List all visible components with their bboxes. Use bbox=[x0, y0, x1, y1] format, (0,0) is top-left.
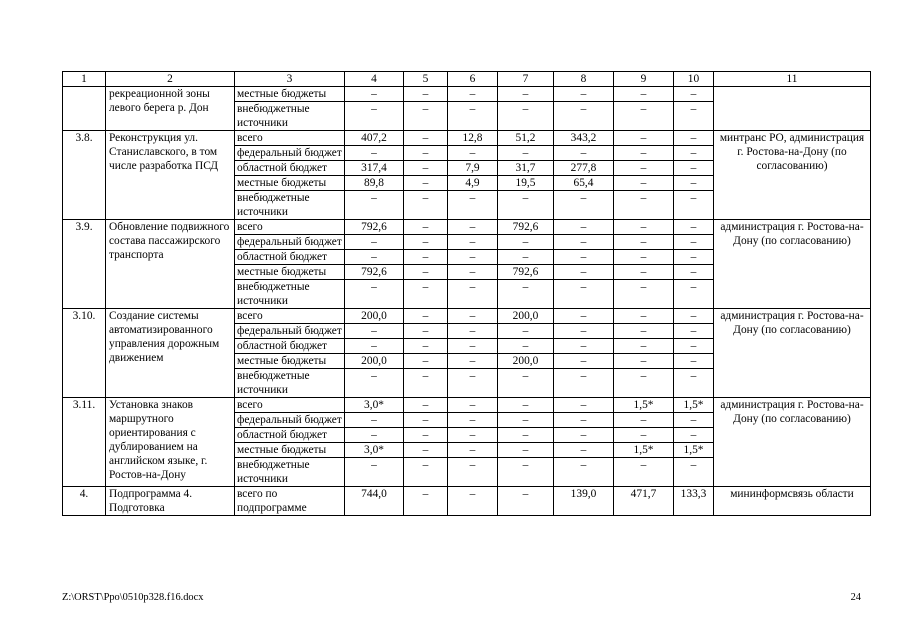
value-cell: – bbox=[614, 146, 674, 161]
value-cell: 407,2 bbox=[345, 131, 404, 146]
value-cell: – bbox=[404, 354, 448, 369]
header-cell: 1 bbox=[63, 72, 106, 87]
value-cell: – bbox=[404, 250, 448, 265]
value-cell: 1,5* bbox=[614, 398, 674, 413]
value-cell: – bbox=[404, 443, 448, 458]
value-cell: – bbox=[674, 324, 714, 339]
header-cell: 5 bbox=[404, 72, 448, 87]
funding-source: внебюджетные источники bbox=[235, 280, 345, 309]
value-cell: – bbox=[345, 87, 404, 102]
value-cell: – bbox=[554, 443, 614, 458]
header-cell: 4 bbox=[345, 72, 404, 87]
value-cell: 200,0 bbox=[498, 309, 554, 324]
value-cell: – bbox=[345, 280, 404, 309]
value-cell: – bbox=[448, 413, 498, 428]
value-cell: – bbox=[674, 339, 714, 354]
value-cell: – bbox=[554, 354, 614, 369]
value-cell: – bbox=[554, 428, 614, 443]
responsible-party: минтранс РО, администрация г. Ростова-на-Дону (по согласованию) bbox=[714, 131, 871, 220]
header-cell: 8 bbox=[554, 72, 614, 87]
funding-source: всего bbox=[235, 131, 345, 146]
header-row bbox=[63, 72, 871, 87]
funding-source: местные бюджеты bbox=[235, 176, 345, 191]
value-cell: – bbox=[554, 146, 614, 161]
value-cell: 277,8 bbox=[554, 161, 614, 176]
value-cell: – bbox=[448, 443, 498, 458]
funding-source: местные бюджеты bbox=[235, 265, 345, 280]
value-cell: – bbox=[448, 280, 498, 309]
responsible-party bbox=[714, 87, 871, 131]
value-cell: – bbox=[404, 398, 448, 413]
funding-source: областной бюджет bbox=[235, 250, 345, 265]
value-cell: – bbox=[448, 369, 498, 398]
value-cell: – bbox=[554, 458, 614, 487]
item-number bbox=[63, 87, 106, 131]
value-cell: – bbox=[448, 220, 498, 235]
value-cell: – bbox=[448, 146, 498, 161]
value-cell: – bbox=[614, 413, 674, 428]
value-cell: – bbox=[404, 176, 448, 191]
value-cell: – bbox=[614, 161, 674, 176]
footer-file-path: Z:\ORST\Ppo\0510p328.f16.docx bbox=[62, 592, 204, 603]
value-cell: – bbox=[554, 339, 614, 354]
value-cell: – bbox=[614, 131, 674, 146]
item-number: 3.11. bbox=[63, 398, 106, 487]
value-cell: – bbox=[554, 191, 614, 220]
value-cell: – bbox=[404, 87, 448, 102]
page-number: 24 bbox=[850, 592, 861, 603]
header-cell: 9 bbox=[614, 72, 674, 87]
funding-source: внебюджетные источники bbox=[235, 191, 345, 220]
funding-source: внебюджетные источники bbox=[235, 102, 345, 131]
value-cell: – bbox=[554, 102, 614, 131]
header-cell: 3 bbox=[235, 72, 345, 87]
value-cell: – bbox=[554, 280, 614, 309]
value-cell: – bbox=[554, 87, 614, 102]
value-cell: – bbox=[448, 324, 498, 339]
funding-source: всего bbox=[235, 309, 345, 324]
value-cell: – bbox=[448, 354, 498, 369]
value-cell: – bbox=[674, 87, 714, 102]
item-title: Обновление подвижного состава пассажирского транспорта bbox=[106, 220, 235, 309]
table-row bbox=[63, 220, 871, 235]
value-cell: – bbox=[498, 487, 554, 516]
value-cell: – bbox=[674, 354, 714, 369]
value-cell: – bbox=[614, 235, 674, 250]
value-cell: – bbox=[674, 176, 714, 191]
funding-source: федеральный бюджет bbox=[235, 324, 345, 339]
funding-source: федеральный бюджет bbox=[235, 413, 345, 428]
header-cell: 7 bbox=[498, 72, 554, 87]
value-cell: – bbox=[554, 413, 614, 428]
value-cell: – bbox=[614, 220, 674, 235]
value-cell: – bbox=[674, 428, 714, 443]
funding-source: местные бюджеты bbox=[235, 354, 345, 369]
value-cell: 792,6 bbox=[345, 265, 404, 280]
value-cell: – bbox=[404, 458, 448, 487]
value-cell: 343,2 bbox=[554, 131, 614, 146]
funding-source: областной бюджет bbox=[235, 161, 345, 176]
value-cell: – bbox=[674, 458, 714, 487]
value-cell: – bbox=[404, 146, 448, 161]
table-row bbox=[63, 398, 871, 413]
value-cell: – bbox=[404, 324, 448, 339]
value-cell: – bbox=[554, 265, 614, 280]
value-cell: – bbox=[674, 250, 714, 265]
value-cell: 31,7 bbox=[498, 161, 554, 176]
value-cell: – bbox=[404, 339, 448, 354]
value-cell: – bbox=[554, 324, 614, 339]
responsible-party: администрация г. Ростова-на-Дону (по согласованию) bbox=[714, 398, 871, 487]
value-cell: – bbox=[404, 265, 448, 280]
value-cell: – bbox=[554, 250, 614, 265]
value-cell: – bbox=[614, 102, 674, 131]
item-number: 3.9. bbox=[63, 220, 106, 309]
value-cell: – bbox=[674, 369, 714, 398]
value-cell: 471,7 bbox=[614, 487, 674, 516]
value-cell: 200,0 bbox=[498, 354, 554, 369]
item-title: Установка знаков маршрутного ориентирования с дублированием на английском языке, г. Ростов-на-Дону bbox=[106, 398, 235, 487]
value-cell: – bbox=[345, 324, 404, 339]
value-cell: – bbox=[448, 487, 498, 516]
value-cell: – bbox=[498, 235, 554, 250]
value-cell: – bbox=[498, 339, 554, 354]
value-cell: – bbox=[554, 220, 614, 235]
value-cell: – bbox=[498, 443, 554, 458]
table-row bbox=[63, 487, 871, 516]
responsible-party: администрация г. Ростова-на-Дону (по согласованию) bbox=[714, 309, 871, 398]
funding-source: местные бюджеты bbox=[235, 87, 345, 102]
funding-source: внебюджетные источники bbox=[235, 458, 345, 487]
value-cell: – bbox=[614, 458, 674, 487]
value-cell: 3,0* bbox=[345, 443, 404, 458]
value-cell: – bbox=[448, 250, 498, 265]
header-cell: 6 bbox=[448, 72, 498, 87]
value-cell: – bbox=[674, 102, 714, 131]
value-cell: 19,5 bbox=[498, 176, 554, 191]
value-cell: 3,0* bbox=[345, 398, 404, 413]
value-cell: – bbox=[448, 235, 498, 250]
value-cell: – bbox=[404, 220, 448, 235]
value-cell: – bbox=[674, 146, 714, 161]
value-cell: – bbox=[345, 146, 404, 161]
value-cell: 744,0 bbox=[345, 487, 404, 516]
value-cell: 200,0 bbox=[345, 354, 404, 369]
value-cell: 65,4 bbox=[554, 176, 614, 191]
value-cell: – bbox=[345, 458, 404, 487]
value-cell: – bbox=[345, 428, 404, 443]
value-cell: – bbox=[345, 413, 404, 428]
budget-table bbox=[62, 71, 871, 516]
value-cell: – bbox=[614, 176, 674, 191]
value-cell: – bbox=[674, 220, 714, 235]
item-number: 4. bbox=[63, 487, 106, 516]
value-cell: – bbox=[674, 131, 714, 146]
value-cell: – bbox=[614, 428, 674, 443]
value-cell: – bbox=[674, 309, 714, 324]
item-number: 3.10. bbox=[63, 309, 106, 398]
funding-source: областной бюджет bbox=[235, 428, 345, 443]
value-cell: 1,5* bbox=[614, 443, 674, 458]
table-row bbox=[63, 309, 871, 324]
responsible-party: администрация г. Ростова-на-Дону (по согласованию) bbox=[714, 220, 871, 309]
value-cell: – bbox=[404, 102, 448, 131]
funding-source: всего bbox=[235, 398, 345, 413]
value-cell: – bbox=[614, 369, 674, 398]
value-cell: 1,5* bbox=[674, 398, 714, 413]
value-cell: – bbox=[614, 280, 674, 309]
value-cell: – bbox=[498, 413, 554, 428]
header-cell: 11 bbox=[714, 72, 871, 87]
value-cell: – bbox=[674, 265, 714, 280]
item-number: 3.8. bbox=[63, 131, 106, 220]
value-cell: – bbox=[674, 161, 714, 176]
value-cell: – bbox=[614, 87, 674, 102]
value-cell: – bbox=[448, 265, 498, 280]
value-cell: – bbox=[448, 87, 498, 102]
funding-source: местные бюджеты bbox=[235, 443, 345, 458]
value-cell: 317,4 bbox=[345, 161, 404, 176]
value-cell: – bbox=[498, 428, 554, 443]
value-cell: 1,5* bbox=[674, 443, 714, 458]
value-cell: – bbox=[448, 339, 498, 354]
funding-source: областной бюджет bbox=[235, 339, 345, 354]
item-title: Реконструкция ул. Станиславского, в том числе разработка ПСД bbox=[106, 131, 235, 220]
value-cell: – bbox=[554, 309, 614, 324]
value-cell: – bbox=[345, 250, 404, 265]
value-cell: – bbox=[448, 398, 498, 413]
value-cell: – bbox=[404, 428, 448, 443]
funding-source: федеральный бюджет bbox=[235, 235, 345, 250]
value-cell: – bbox=[614, 265, 674, 280]
value-cell: 792,6 bbox=[498, 220, 554, 235]
value-cell: – bbox=[345, 235, 404, 250]
value-cell: – bbox=[448, 458, 498, 487]
value-cell: – bbox=[614, 339, 674, 354]
value-cell: 89,8 bbox=[345, 176, 404, 191]
value-cell: – bbox=[498, 398, 554, 413]
value-cell: – bbox=[404, 191, 448, 220]
value-cell: – bbox=[404, 280, 448, 309]
value-cell: – bbox=[614, 191, 674, 220]
value-cell: – bbox=[614, 324, 674, 339]
item-title: Создание системы автоматизированного управления дорожным движением bbox=[106, 309, 235, 398]
value-cell: – bbox=[674, 413, 714, 428]
value-cell: – bbox=[614, 250, 674, 265]
value-cell: – bbox=[448, 309, 498, 324]
funding-source: внебюджетные источники bbox=[235, 369, 345, 398]
item-title: Подпрограмма 4. Подготовка bbox=[106, 487, 235, 516]
value-cell: – bbox=[448, 428, 498, 443]
header-cell: 10 bbox=[674, 72, 714, 87]
value-cell: – bbox=[345, 102, 404, 131]
value-cell: – bbox=[614, 309, 674, 324]
funding-source: всего bbox=[235, 220, 345, 235]
value-cell: 51,2 bbox=[498, 131, 554, 146]
value-cell: – bbox=[498, 369, 554, 398]
value-cell: – bbox=[674, 191, 714, 220]
value-cell: 7,9 bbox=[448, 161, 498, 176]
value-cell: 4,9 bbox=[448, 176, 498, 191]
value-cell: – bbox=[498, 458, 554, 487]
value-cell: – bbox=[404, 487, 448, 516]
value-cell: – bbox=[345, 369, 404, 398]
table-row bbox=[63, 87, 871, 102]
responsible-party: мининформсвязь области bbox=[714, 487, 871, 516]
value-cell: – bbox=[404, 413, 448, 428]
value-cell: – bbox=[404, 309, 448, 324]
item-title: рекреационной зоны левого берега р. Дон bbox=[106, 87, 235, 131]
value-cell: – bbox=[554, 398, 614, 413]
value-cell: – bbox=[554, 369, 614, 398]
value-cell: – bbox=[498, 102, 554, 131]
funding-source: всего по подпрограмме bbox=[235, 487, 345, 516]
value-cell: – bbox=[498, 191, 554, 220]
value-cell: – bbox=[498, 146, 554, 161]
value-cell: – bbox=[404, 235, 448, 250]
value-cell: – bbox=[554, 235, 614, 250]
value-cell: – bbox=[498, 324, 554, 339]
value-cell: – bbox=[614, 354, 674, 369]
value-cell: – bbox=[404, 131, 448, 146]
value-cell: 12,8 bbox=[448, 131, 498, 146]
value-cell: – bbox=[404, 369, 448, 398]
value-cell: – bbox=[498, 87, 554, 102]
table-body bbox=[63, 72, 871, 516]
value-cell: – bbox=[404, 161, 448, 176]
value-cell: – bbox=[448, 191, 498, 220]
value-cell: – bbox=[345, 339, 404, 354]
value-cell: 792,6 bbox=[498, 265, 554, 280]
value-cell: – bbox=[498, 250, 554, 265]
value-cell: 200,0 bbox=[345, 309, 404, 324]
value-cell: – bbox=[674, 280, 714, 309]
value-cell: 133,3 bbox=[674, 487, 714, 516]
value-cell: – bbox=[498, 280, 554, 309]
header-cell: 2 bbox=[106, 72, 235, 87]
value-cell: – bbox=[345, 191, 404, 220]
funding-source: федеральный бюджет bbox=[235, 146, 345, 161]
table-row bbox=[63, 131, 871, 146]
value-cell: – bbox=[448, 102, 498, 131]
value-cell: 139,0 bbox=[554, 487, 614, 516]
value-cell: – bbox=[674, 235, 714, 250]
value-cell: 792,6 bbox=[345, 220, 404, 235]
